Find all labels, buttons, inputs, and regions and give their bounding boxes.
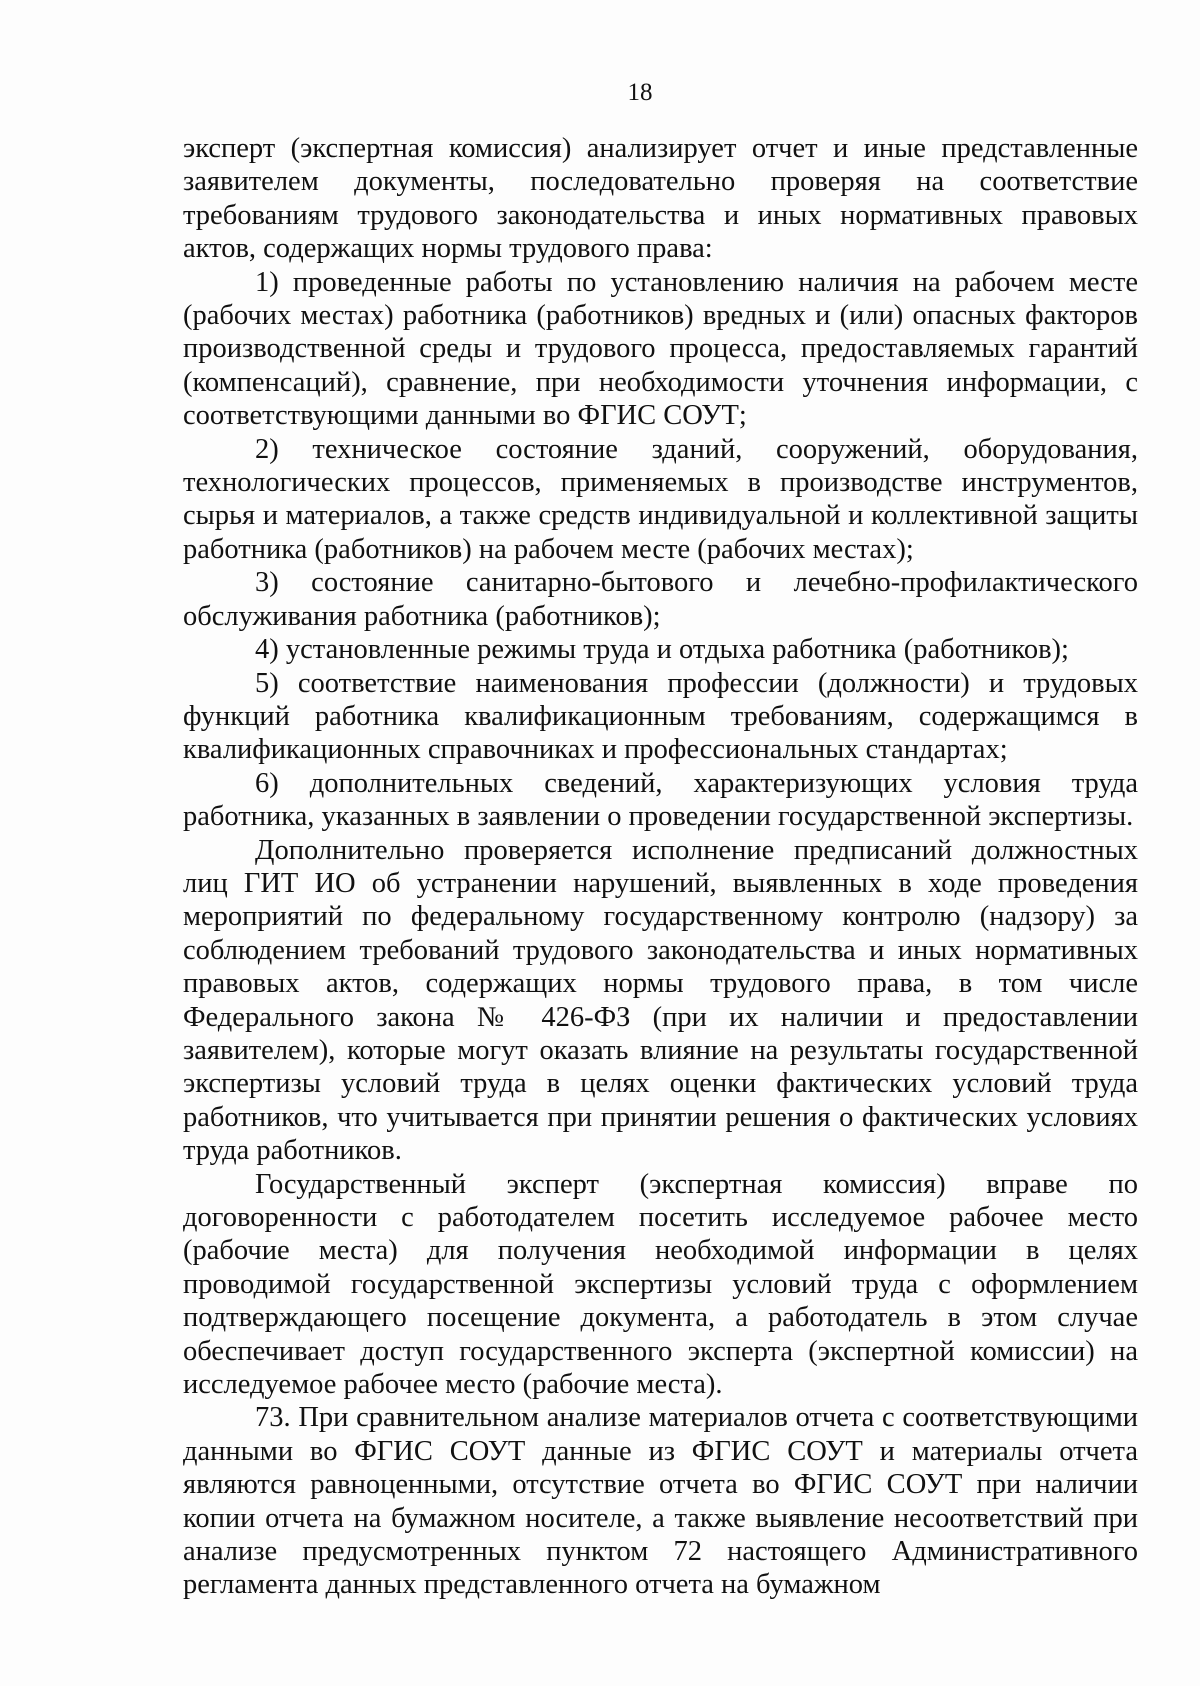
list-item-6: 6) дополнительных сведений, характеризующих условия труда работника, указанных в заявлении о проведении государственной экспертизы. bbox=[183, 767, 1138, 833]
document-body bbox=[183, 132, 1138, 1602]
list-item-1: 1) проведенные работы по установлению наличия на рабочем месте (рабочих местах) работника (работников) вредных и (или) опасных факторов производственной среды и трудового процесса, предоставляемых гарантий (компенсаций), сравнение, при необходимости уточнения информации, с соответствующими данными во ФГИС СОУТ; bbox=[183, 266, 1138, 432]
list-item-4: 4) установленные режимы труда и отдыха работника (работников); bbox=[255, 634, 1069, 666]
paragraph-intro: эксперт (экспертная комиссия) анализирует отчет и иные представленные заявителем документы, последовательно проверяя на соответствие требованиям трудового законодательства и иных нормативных правовых актов, содержащих нормы трудового права: bbox=[183, 133, 1138, 265]
paragraph-additional-check: Дополнительно проверяется исполнение предписаний должностных лиц ГИТ ИО об устранении нарушений, выявленных в ходе проведения мероприятий по федеральному государственному контролю (надзору) за соблюдением требований трудового законодательства и иных нормативных правовых актов, содержащих нормы трудового права, в том числе Федерального закона № 426-ФЗ (при их наличии и предоставлении заявителем), которые могут оказать влияние на результаты государственной экспертизы условий труда в целях оценки фактических условий труда работников, что учитывается при принятии решения о фактических условиях труда работников. bbox=[183, 834, 1138, 1167]
list-item-2: 2) техническое состояние зданий, сооружений, оборудования, технологических процессов, применяемых в производстве инструментов, сырья и материалов, а также средств индивидуальной и коллективной защиты работника (работников) на рабочем месте (рабочих местах); bbox=[183, 433, 1138, 565]
list-item-3: 3) состояние санитарно-бытового и лечебно-профилактического обслуживания работника (работников); bbox=[183, 567, 1138, 632]
list-item-5: 5) соответствие наименования профессии (должности) и трудовых функций работника квалификационным требованиям, содержащимся в квалификационных справочниках и профессиональных стандартах; bbox=[183, 667, 1138, 766]
page-number: 18 bbox=[627, 79, 653, 106]
paragraph-expert-visit: Государственный эксперт (экспертная комиссия) вправе по договоренности с работодателем посетить исследуемое рабочее место (рабочие места) для получения необходимой информации в целях проводимой государственной экспертизы условий труда с оформлением подтверждающего посещение документа, а работодатель в этом случае обеспечивает доступ государственного эксперта (экспертной комиссии) на исследуемое рабочее место (рабочие места). bbox=[183, 1168, 1138, 1401]
paragraph-item-73: 73. При сравнительном анализе материалов отчета с соответствующими данными во ФГИС СОУТ данные из ФГИС СОУТ и материалы отчета являются равноценными, отсутствие отчета во ФГИС СОУТ при наличии копии отчета на бумажном носителе, а также выявление несоответствий при анализе предусмотренных пунктом 72 настоящего Административного регламента данных представленного отчета на бумажном bbox=[183, 1402, 1138, 1601]
